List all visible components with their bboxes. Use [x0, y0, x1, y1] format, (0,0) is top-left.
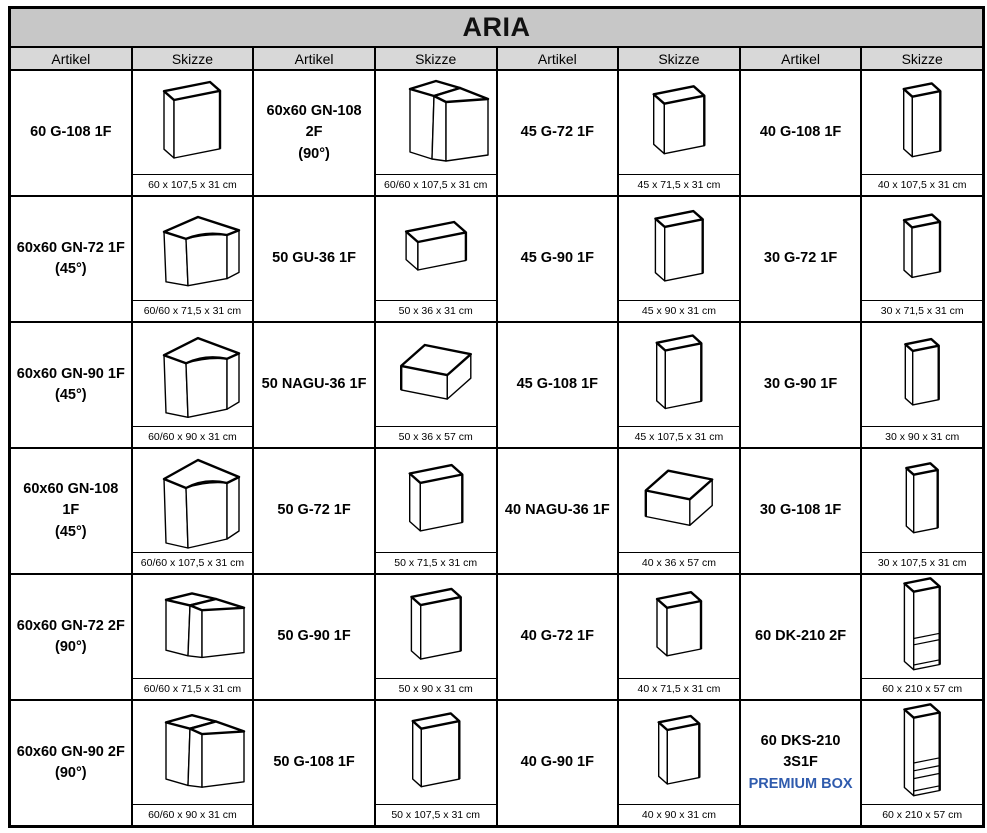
cabinet-sketch — [376, 71, 496, 174]
dimensions-label: 30 x 90 x 31 cm — [862, 426, 982, 447]
article-code: 2F — [305, 124, 323, 141]
column-header-skizze: Skizze — [619, 48, 739, 69]
article-code: 50 G-72 1F — [277, 502, 351, 519]
sketch-cell — [133, 701, 253, 825]
dimensions-label: 40 x 90 x 31 cm — [619, 804, 739, 825]
column-header-artikel: Artikel — [254, 48, 374, 69]
cabinet-sketch — [619, 323, 739, 426]
sketch-cell — [133, 449, 253, 573]
cabinet-sketch — [862, 197, 982, 300]
article-code: 60x60 GN-90 2F — [16, 743, 125, 760]
dimensions-label: 60 x 107,5 x 31 cm — [133, 174, 253, 195]
cabinet-sketch — [619, 575, 739, 678]
article-code: 30 G-108 1F — [759, 502, 842, 519]
sketch-cell — [862, 701, 982, 825]
dimensions-label: 60/60 x 90 x 31 cm — [133, 426, 253, 447]
article-code: 45 G-108 1F — [516, 376, 599, 393]
cabinet-sketch — [133, 323, 253, 426]
cabinet-sketch — [133, 575, 253, 678]
dimensions-label: 60/60 x 71,5 x 31 cm — [133, 300, 253, 321]
article-cell — [498, 701, 618, 825]
article-cell — [11, 575, 131, 699]
cabinet-sketch — [619, 449, 739, 552]
article-cell — [254, 197, 374, 321]
dimensions-label: 60/60 x 107,5 x 31 cm — [133, 552, 253, 573]
article-code: (45°) — [55, 523, 87, 540]
sketch-cell — [133, 323, 253, 447]
sketch-cell — [862, 575, 982, 699]
cabinet-sketch — [376, 449, 496, 552]
column-header-artikel: Artikel — [741, 48, 861, 69]
sketch-cell — [619, 323, 739, 447]
article-code: (45°) — [55, 261, 87, 277]
cabinet-sketch — [862, 71, 982, 174]
article-cell — [741, 323, 861, 447]
dimensions-label: 45 x 71,5 x 31 cm — [619, 174, 739, 195]
sketch-cell — [619, 575, 739, 699]
column-header-skizze: Skizze — [133, 48, 253, 69]
sketch-cell — [619, 71, 739, 195]
cabinet-sketch — [619, 701, 739, 804]
sketch-cell — [862, 323, 982, 447]
article-code: 50 NAGU-36 1F — [261, 376, 367, 393]
sketch-cell — [376, 197, 496, 321]
sketch-cell — [376, 71, 496, 195]
article-cell — [741, 449, 861, 573]
article-cell — [498, 575, 618, 699]
column-header-artikel: Artikel — [498, 48, 618, 69]
cabinet-sketch — [376, 701, 496, 804]
article-code: 40 G-108 1F — [759, 124, 842, 141]
article-code: (90°) — [55, 639, 87, 655]
sketch-cell — [376, 449, 496, 573]
article-code: 40 G-72 1F — [520, 628, 594, 645]
article-cell — [254, 449, 374, 573]
dimensions-label: 40 x 107,5 x 31 cm — [862, 174, 982, 195]
article-code: (45°) — [55, 387, 87, 403]
article-code: 45 G-72 1F — [520, 124, 594, 141]
dimensions-label: 40 x 71,5 x 31 cm — [619, 678, 739, 699]
dimensions-label: 50 x 36 x 31 cm — [376, 300, 496, 321]
cabinet-sketch — [619, 197, 739, 300]
dimensions-label: 50 x 36 x 57 cm — [376, 426, 496, 447]
article-code: (90°) — [55, 765, 87, 781]
sketch-cell — [862, 71, 982, 195]
cabinet-sketch — [862, 323, 982, 426]
article-cell — [498, 323, 618, 447]
catalog-title: ARIA — [11, 9, 982, 46]
sketch-cell — [376, 575, 496, 699]
cabinet-sketch — [133, 71, 253, 174]
article-code: 45 G-90 1F — [520, 250, 594, 267]
dimensions-label: 30 x 107,5 x 31 cm — [862, 552, 982, 573]
dimensions-label: 60/60 x 107,5 x 31 cm — [376, 174, 496, 195]
article-code: 60x60 GN-72 2F — [16, 617, 125, 634]
cabinet-sketch — [133, 197, 253, 300]
cabinet-sketch — [133, 449, 253, 552]
sketch-cell — [619, 701, 739, 825]
sketch-cell — [862, 197, 982, 321]
dimensions-label: 45 x 107,5 x 31 cm — [619, 426, 739, 447]
article-cell — [741, 575, 861, 699]
cabinet-sketch — [619, 71, 739, 174]
article-code: 50 G-108 1F — [273, 754, 355, 771]
dimensions-label: 45 x 90 x 31 cm — [619, 300, 739, 321]
cabinet-sketch — [376, 323, 496, 426]
article-cell — [254, 701, 374, 825]
article-cell — [498, 197, 618, 321]
cabinet-sketch — [133, 701, 253, 804]
cabinet-sketch — [376, 575, 496, 678]
article-code: 50 GU-36 1F — [272, 250, 356, 267]
article-code: 60 DKS-210 3S1F — [760, 733, 841, 771]
article-cell — [11, 197, 131, 321]
article-cell — [11, 449, 131, 573]
dimensions-label: 50 x 90 x 31 cm — [376, 678, 496, 699]
article-code: (90°) — [298, 145, 330, 162]
article-code: 60x60 GN-108 1F — [23, 481, 119, 519]
sketch-cell — [376, 701, 496, 825]
article-cell — [11, 71, 131, 195]
article-cell — [741, 197, 861, 321]
article-cell — [498, 449, 618, 573]
article-code: 40 G-90 1F — [520, 754, 594, 771]
dimensions-label: 50 x 107,5 x 31 cm — [376, 804, 496, 825]
article-code: 30 G-72 1F — [763, 250, 838, 267]
column-header-artikel: Artikel — [11, 48, 131, 69]
article-cell — [254, 323, 374, 447]
article-cell — [11, 701, 131, 825]
premium-box-label: PREMIUM BOX — [748, 775, 853, 792]
product-table — [8, 6, 985, 828]
article-code: 60x60 GN-90 1F — [16, 365, 125, 382]
article-cell — [741, 701, 861, 825]
sketch-cell — [619, 197, 739, 321]
article-cell — [11, 323, 131, 447]
article-code: 60x60 GN-72 1F — [16, 239, 125, 256]
cabinet-sketch — [862, 701, 982, 804]
dimensions-label: 30 x 71,5 x 31 cm — [862, 300, 982, 321]
dimensions-label: 60 x 210 x 57 cm — [862, 678, 982, 699]
sketch-cell — [619, 449, 739, 573]
article-code: 60 DK-210 2F — [755, 628, 847, 645]
sketch-cell — [862, 449, 982, 573]
article-code: 60 G-108 1F — [30, 124, 112, 141]
cabinet-sketch — [862, 449, 982, 552]
article-cell — [254, 575, 374, 699]
article-cell — [498, 71, 618, 195]
article-code: 50 G-90 1F — [277, 628, 351, 645]
article-code: 40 NAGU-36 1F — [504, 502, 610, 519]
sketch-cell — [133, 197, 253, 321]
dimensions-label: 60/60 x 90 x 31 cm — [133, 804, 253, 825]
sketch-cell — [133, 71, 253, 195]
cabinet-sketch — [376, 197, 496, 300]
column-header-skizze: Skizze — [376, 48, 496, 69]
sketch-cell — [133, 575, 253, 699]
article-cell — [254, 71, 374, 195]
dimensions-label: 40 x 36 x 57 cm — [619, 552, 739, 573]
column-header-skizze: Skizze — [862, 48, 982, 69]
article-code: 30 G-90 1F — [763, 376, 838, 393]
dimensions-label: 50 x 71,5 x 31 cm — [376, 552, 496, 573]
dimensions-label: 60 x 210 x 57 cm — [862, 804, 982, 825]
article-code: 60x60 GN-108 — [266, 103, 362, 120]
dimensions-label: 60/60 x 71,5 x 31 cm — [133, 678, 253, 699]
article-cell — [741, 71, 861, 195]
sketch-cell — [376, 323, 496, 447]
cabinet-sketch — [862, 575, 982, 678]
